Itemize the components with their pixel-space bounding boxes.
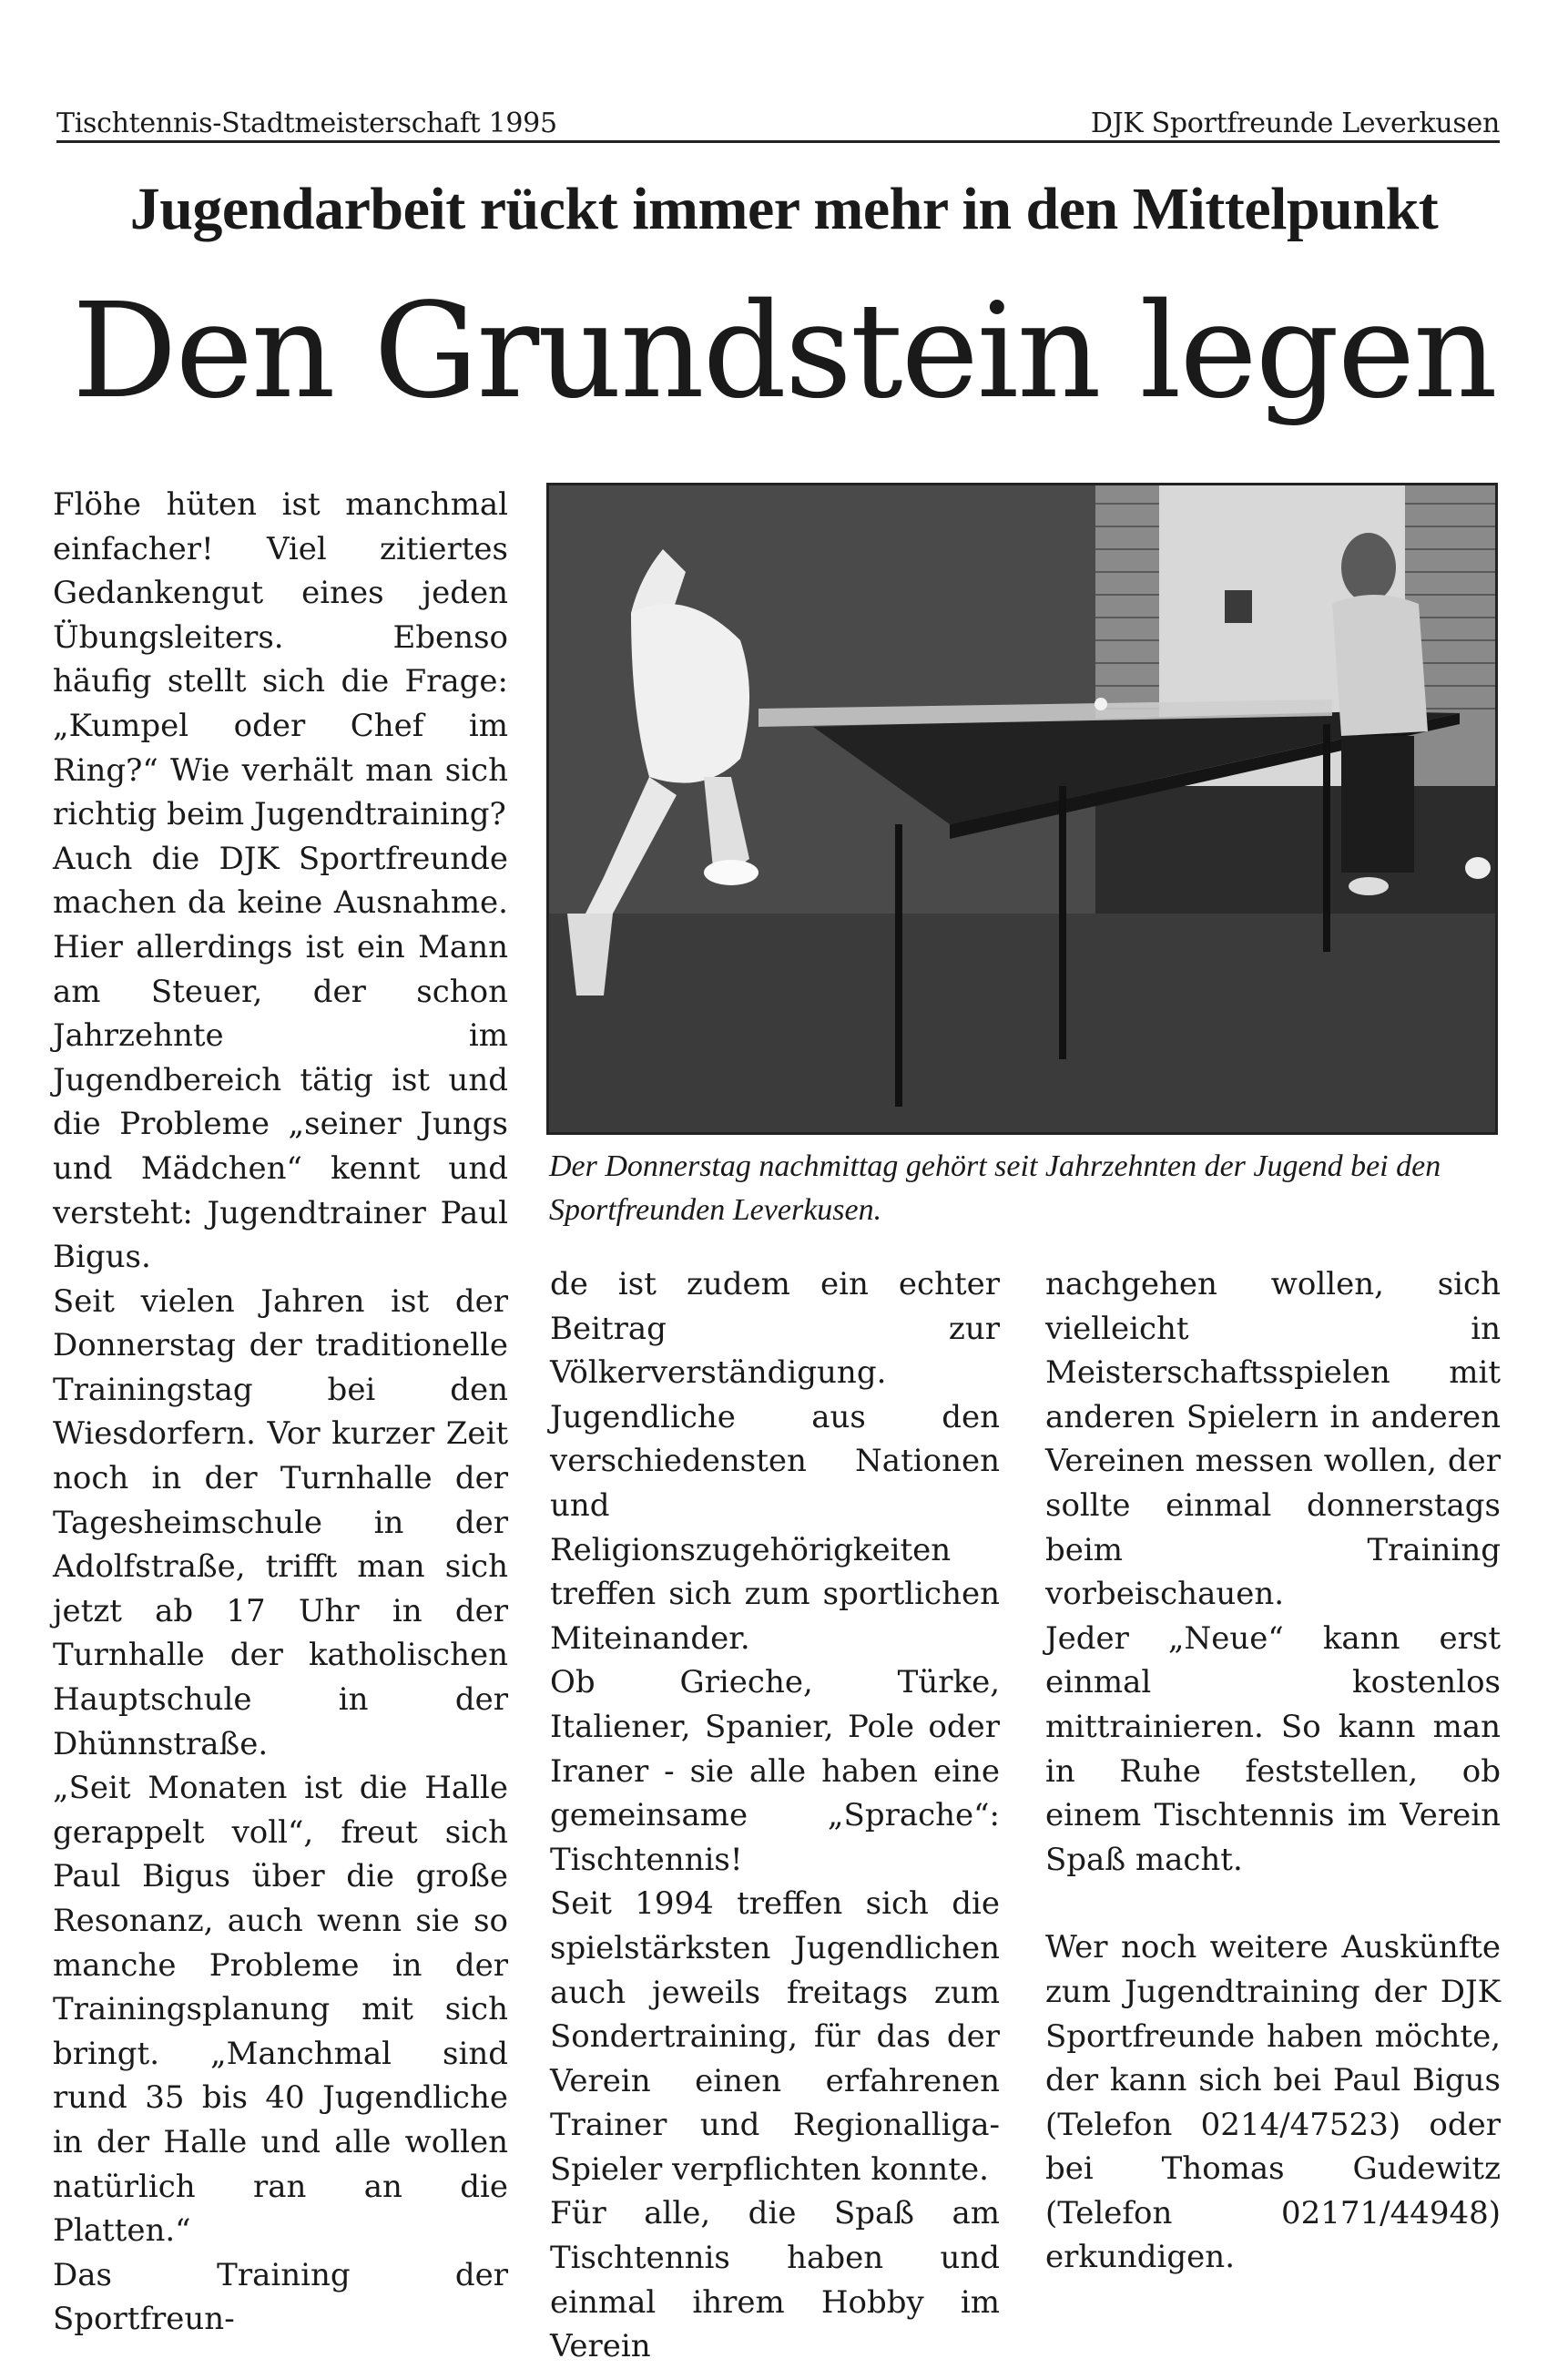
kicker-headline: Jugendarbeit rückt immer mehr in den Mittelpunkt xyxy=(129,176,1439,242)
paragraph: Flöhe hüten ist manchmal einfacher! Viel zitiertes Gedankengut eines jeden Übungsleiters. Ebenso häufig stellt sich die Frage: „Kumpel oder Chef im Ring?“ Wie verhält man sich richtig beim Jugendtraining? xyxy=(53,486,508,833)
photo-caption: Der Donnerstag nachmittag gehört seit Jahrzehnten der Jugend bei den Sportfreunden Leverkusen. xyxy=(549,1149,1441,1227)
header-club: DJK Sportfreunde Leverkusen xyxy=(1090,107,1500,139)
paragraph: „Seit Monaten ist die Halle gerappelt voll“, freut sich Paul Bigus über die große Resonanz, auch wenn sie so manche Probleme in der Trainingsplanung mit sich bringt. „Manchmal sind rund 35 bis 40 Jugendliche in der Halle und alle wollen natürlich ran an die Platten.“ xyxy=(53,1770,508,2250)
article-column-1 xyxy=(53,483,508,2342)
paragraph: Seit vielen Jahren ist der Donnerstag der traditionelle Trainingstag bei den Wiesdorfern. Vor kurzer Zeit noch in der Turnhalle der Tagesheimschule in der Adolfstraße, trifft man sich jetzt ab 17 Uhr in der Turnhalle der katholischen Hauptschule in der Dhünnstraße. xyxy=(53,1282,508,1762)
paragraph: de ist zudem ein echter Beitrag zur Völkerverständigung. Jugendliche aus den verschiedensten Nationen und Religionszugehörigkeiten treffen sich zum sportlichen Miteinander. xyxy=(550,1266,1000,1657)
paragraph-spacer xyxy=(1045,1882,1501,1925)
paragraph: Seit 1994 treffen sich die spielstärksten Jugendlichen auch jeweils freitags zum Sondertraining, für das der Verein einen erfahrenen Trainer und Regionalliga-Spieler verpflichten konnte. xyxy=(550,1885,1000,2188)
header-event: Tischtennis-Stadtmeisterschaft 1995 xyxy=(56,107,557,139)
paragraph: Auch die DJK Sportfreunde machen da keine Ausnahme. Hier allerdings ist ein Mann am Steuer, der schon Jahrzehnte im Jugendbereich tätig ist und die Probleme „seiner Jungs und Mädchen“ kennt und versteht: Jugendtrainer Paul Bigus. xyxy=(53,840,508,1276)
article-column-2 xyxy=(550,1262,1000,2369)
contact-info: Wer noch weitere Auskünfte zum Jugendtraining der DJK Sportfreunde haben möchte, der kann sich bei Paul Bigus (Telefon 0214/47523) oder bei Thomas Gudewitz (Telefon 02171/44948) erkundigen. xyxy=(1045,1929,1501,2276)
paragraph: Für alle, die Spaß am Tischtennis haben und einmal ihrem Hobby im Verein xyxy=(550,2195,1000,2365)
article-column-3 xyxy=(1045,1262,1501,2280)
paragraph: Ob Grieche, Türke, Italiener, Spanier, Pole oder Iraner - sie alle haben eine gemeinsame „Sprache“: Tischtennis! xyxy=(550,1664,1000,1878)
paragraph: nachgehen wollen, sich vielleicht in Meisterschaftsspielen mit anderen Spielern in anderen Vereinen messen wollen, der sollte einmal donnerstags beim Training vorbeischauen. xyxy=(1045,1266,1501,1613)
table-tennis-photo xyxy=(546,483,1498,1135)
paragraph: Jeder „Neue“ kann erst einmal kostenlos mittrainieren. So kann man in Ruhe feststellen, ob einem Tischtennis im Verein Spaß macht. xyxy=(1045,1619,1501,1878)
running-header xyxy=(56,107,1500,143)
main-headline: Den Grundstein legen xyxy=(72,274,1496,427)
paragraph: Das Training der Sportfreun- xyxy=(53,2256,508,2338)
photo-illustration xyxy=(549,485,1495,1132)
